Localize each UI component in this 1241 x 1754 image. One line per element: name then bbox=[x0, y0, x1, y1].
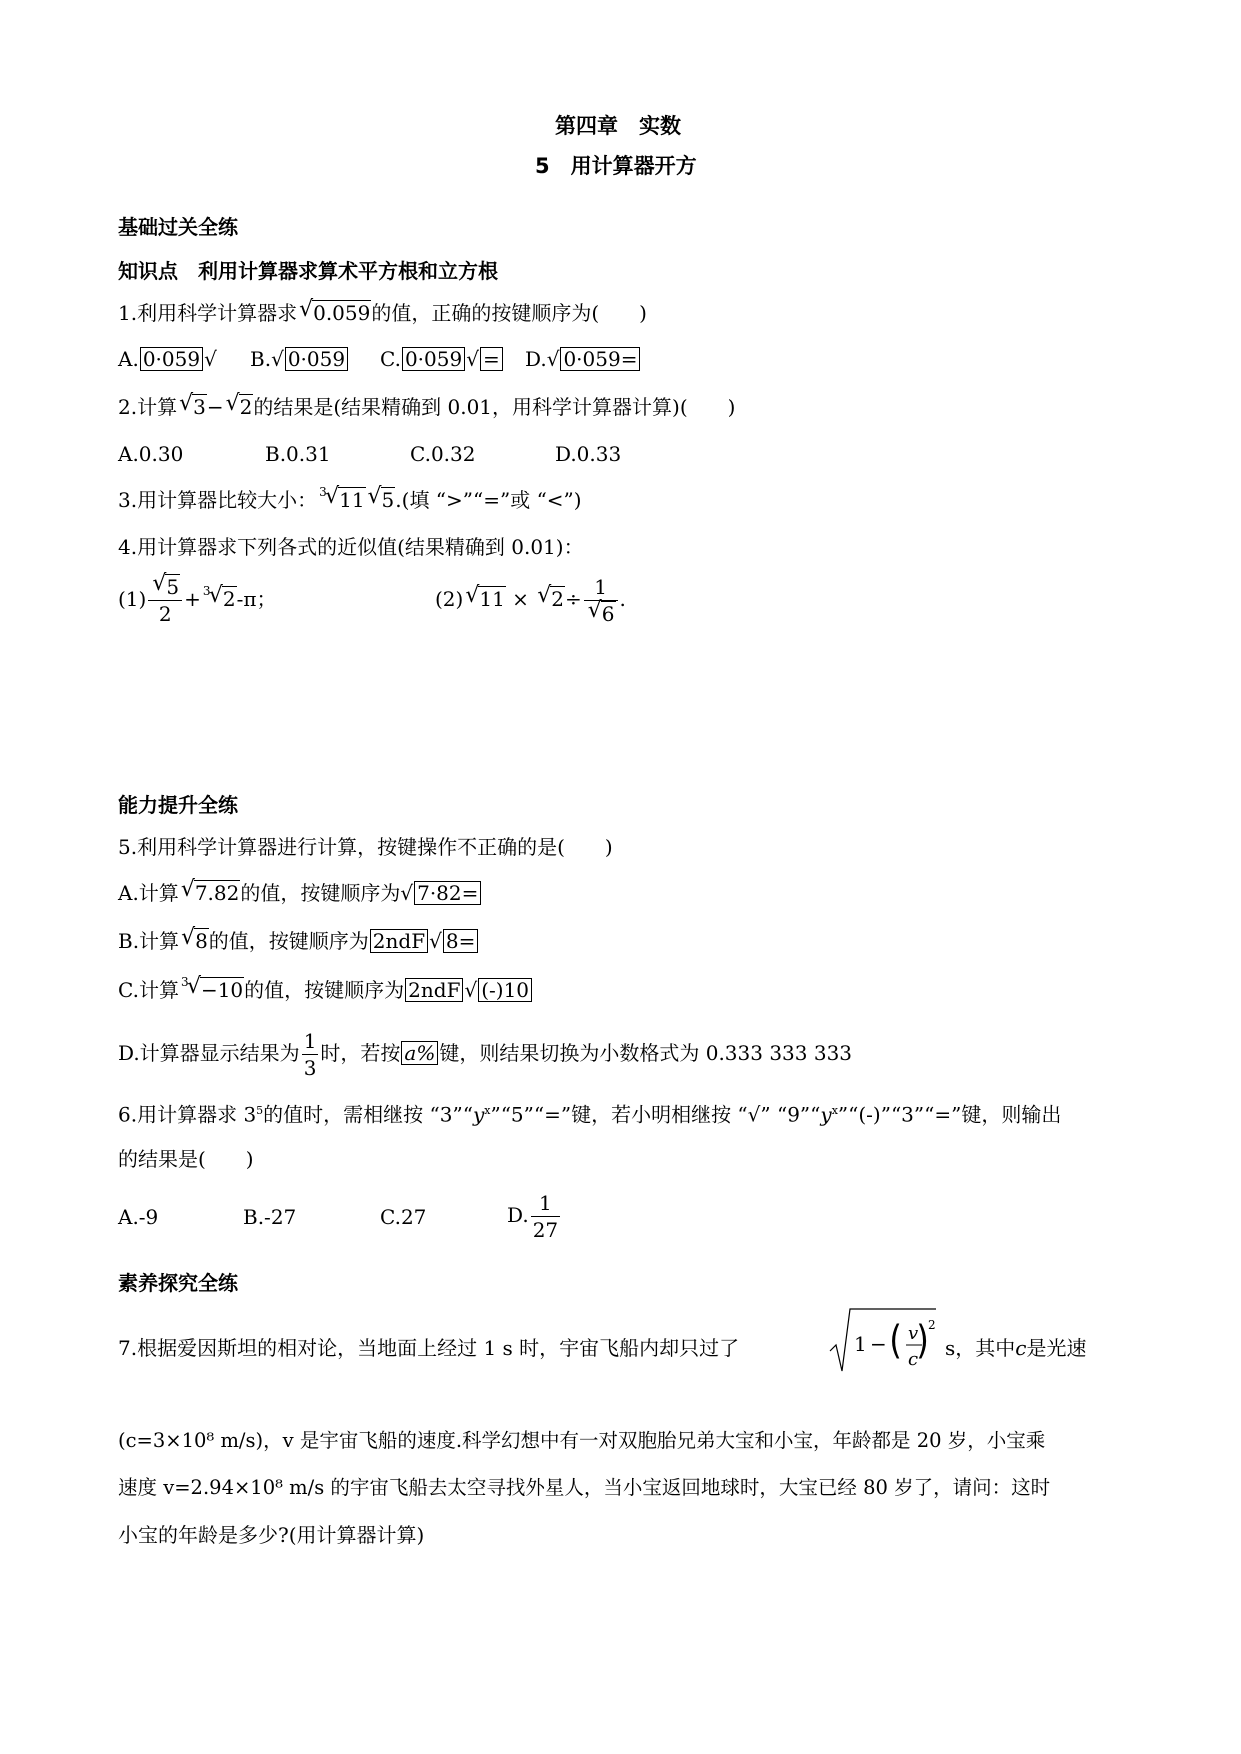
q5-option-a: A.计算 √ 7.82的值，按键顺序为√ 7·82= bbox=[118, 880, 482, 906]
q6-l1b: 的值时，需相继按 “3”“ bbox=[263, 1102, 473, 1127]
q7-l1c: 是光速 bbox=[1026, 1336, 1087, 1360]
q3-radicand-2: 5 bbox=[381, 488, 395, 512]
q6-option-a: A.-9 bbox=[118, 1205, 159, 1229]
q5-b-sqrt: √ 8 bbox=[181, 925, 208, 953]
q6-y-key-2: y bbox=[820, 1102, 832, 1127]
q6-l1c: ”“5”“=”键，若小明相继按 “√” “9”“ bbox=[490, 1102, 821, 1127]
q1-option-b: B.√ 0·059 bbox=[250, 346, 349, 372]
question-7-line-3: 速度 v=2.94×10⁸ m/s 的宇宙飞船去太空寻找外星人，当小宝返回地球时，大宝已经 80 岁了，请问：这时 bbox=[118, 1476, 1051, 1499]
q5-a-prefix: A.计算 bbox=[118, 881, 179, 905]
q6-l1a: 6.用计算器求 3 bbox=[118, 1102, 257, 1127]
q4-p2-denominator: 6 bbox=[601, 602, 615, 626]
q4-p2-sqrt-2: √ 2 bbox=[537, 583, 565, 611]
q3-root-index: 3 bbox=[319, 485, 327, 499]
q5-b-mid: 的值，按键顺序为 bbox=[208, 929, 369, 953]
q4-p2-label: (2) bbox=[435, 587, 464, 611]
section-title: 5 用计算器开方 bbox=[535, 154, 697, 178]
q6-exponent: 5 bbox=[256, 1104, 264, 1117]
q1-option-a: A. 0·059 √ bbox=[118, 347, 217, 371]
q2-option-c: C.0.32 bbox=[410, 442, 476, 466]
q5-d-prefix: D.计算器显示结果为 bbox=[118, 1041, 300, 1065]
q5-c-radicand: −10 bbox=[200, 978, 244, 1002]
q7-l1b: s，其中 bbox=[945, 1336, 1016, 1360]
q4-p1-denominator: 2 bbox=[158, 602, 172, 626]
q3-suffix: .(填 “>”“=”或 “<”) bbox=[395, 488, 582, 512]
q4-p1-cuberoot: 3 √ 2 bbox=[209, 586, 237, 612]
q4-p1-plus: + bbox=[184, 587, 201, 611]
heading-explore: 素养探究全练 bbox=[118, 1271, 238, 1295]
q5-a-sqrt: √ 7.82 bbox=[180, 877, 240, 905]
q1-option-c: C. 0·059 √ = bbox=[380, 346, 504, 372]
q6-d-label: D. bbox=[507, 1203, 529, 1227]
q2-option-a: A.0.30 bbox=[118, 442, 184, 466]
q7-formula-v: v bbox=[908, 1323, 919, 1344]
q1-option-d: D.√ 0·059= bbox=[525, 346, 641, 372]
q4-p2-radicand-2: 2 bbox=[551, 587, 565, 611]
question-3 bbox=[118, 484, 582, 513]
q3-prefix: 3.用计算器比较大小： bbox=[118, 488, 318, 512]
q6-option-b: B.-27 bbox=[243, 1205, 297, 1229]
q1-c-label: C. bbox=[380, 347, 401, 371]
q6-d-denominator: 27 bbox=[532, 1218, 559, 1242]
chapter-title: 第四章 实数 bbox=[555, 114, 681, 138]
q5-option-c: C.计算 3 √ −10的值，按键顺序为 2ndF √ (-)10 bbox=[118, 977, 533, 1003]
q5-a-radicand: 7.82 bbox=[194, 881, 240, 905]
q5-b-prefix: B.计算 bbox=[118, 929, 180, 953]
q5-d-key: a% bbox=[401, 1041, 438, 1065]
q7-formula-minus: − bbox=[870, 1332, 887, 1356]
q5-d-numerator: 1 bbox=[303, 1029, 317, 1053]
q4-part-2 bbox=[435, 574, 626, 627]
question-7-line-2: (c=3×10⁸ m/s)，v 是宇宙飞船的速度.科学幻想中有一对双胞胎兄弟大宝和小宝，年龄都是 20 岁，小宝乘 bbox=[118, 1429, 1046, 1452]
q2-radicand-1: 3 bbox=[193, 395, 206, 419]
q5-c-cuberoot: 3 √ −10 bbox=[187, 977, 244, 1003]
q3-radicand-1: 11 bbox=[339, 488, 365, 512]
q4-p2-times: × bbox=[512, 587, 529, 611]
q3-cuberoot: 3 √ 11 bbox=[325, 487, 365, 513]
heading-ability: 能力提升全练 bbox=[118, 793, 238, 817]
q1-b-key: 0·059 bbox=[285, 347, 348, 371]
question-2 bbox=[118, 391, 736, 420]
q5-a-mid: 的值，按键顺序为 bbox=[240, 881, 401, 905]
question-7-line-1 bbox=[118, 1335, 739, 1361]
question-4: 4.用计算器求下列各式的近似值(结果精确到 0.01)： bbox=[118, 535, 584, 559]
q5-option-b: B.计算 √ 8的值，按键顺序为 2ndF √ 8= bbox=[118, 928, 479, 954]
q2-suffix: 的结果是(结果精确到 0.01，用科学计算器计算)( ) bbox=[253, 395, 736, 419]
q2-sqrt-2: √ 2 bbox=[225, 391, 253, 419]
q1-sqrt: √ 0.059 bbox=[299, 297, 371, 325]
q2-radicand-2: 2 bbox=[239, 395, 253, 419]
q1-prefix: 1.利用科学计算器求 bbox=[118, 301, 298, 325]
q5-d-fraction bbox=[302, 1028, 319, 1081]
q2-option-b: B.0.31 bbox=[265, 442, 331, 466]
heading-basic: 基础过关全练 bbox=[118, 215, 238, 239]
q7-l1a: 7.根据爱因斯坦的相对论，当地面上经过 1 s 时，宇宙飞船内却只过了 bbox=[118, 1336, 740, 1360]
q7-c-var: c bbox=[1015, 1336, 1027, 1360]
question-1 bbox=[118, 297, 647, 326]
q5-b-key-2ndf: 2ndF bbox=[370, 929, 428, 953]
q4-p1-fraction: √ 5 2 bbox=[148, 574, 182, 627]
q6-d-fraction bbox=[531, 1190, 560, 1243]
q4-p1-label: (1) bbox=[118, 587, 147, 611]
q5-c-root-index: 3 bbox=[180, 975, 189, 989]
q5-a-key: 7·82= bbox=[414, 881, 481, 905]
q4-p1-tail: -π； bbox=[236, 587, 277, 611]
q1-a-key: 0·059 bbox=[140, 347, 203, 371]
q1-c-key: 0·059 bbox=[402, 347, 465, 371]
q6-option-d bbox=[507, 1190, 562, 1243]
q7-right-paren: ) bbox=[916, 1316, 929, 1364]
q6-d-numerator: 1 bbox=[531, 1190, 560, 1217]
q4-p2-sqrt-1: √ 11 bbox=[465, 583, 505, 611]
q4-p2-radicand-1: 11 bbox=[479, 587, 505, 611]
q3-sqrt: √ 5 bbox=[367, 484, 395, 512]
q4-p2-divide: ÷ bbox=[565, 587, 582, 611]
q4-part-1 bbox=[118, 571, 277, 627]
q5-d-suffix: 键，则结果切换为小数格式为 0.333 333 333 bbox=[439, 1041, 853, 1065]
q2-sqrt-1: √ 3 bbox=[179, 391, 206, 419]
q5-b-radicand: 8 bbox=[195, 929, 208, 953]
q4-p2-fraction: 1 √ 6 bbox=[584, 574, 618, 627]
q6-y-key-1: y bbox=[472, 1102, 485, 1127]
q5-d-denominator: 3 bbox=[303, 1056, 317, 1080]
question-7-line-4: 小宝的年龄是多少?(用计算器计算) bbox=[118, 1523, 425, 1547]
q5-c-mid: 的值，按键顺序为 bbox=[244, 978, 405, 1002]
q4-p2-tail: . bbox=[619, 587, 626, 611]
q2-prefix: 2.计算 bbox=[118, 395, 178, 419]
q2-minus: − bbox=[206, 395, 224, 419]
q7-formula-c: c bbox=[908, 1349, 919, 1370]
q1-d-key: 0·059= bbox=[560, 347, 640, 371]
q5-option-d bbox=[118, 1028, 852, 1081]
q7-left-paren: ( bbox=[889, 1316, 902, 1364]
q4-p2-numerator: 1 bbox=[584, 574, 618, 601]
question-6-line-2: 的结果是( ) bbox=[118, 1147, 254, 1171]
q1-radicand: 0.059 bbox=[313, 301, 371, 325]
q6-l1d: ”“(-)”“3”“=”键，则输出 bbox=[837, 1102, 1062, 1127]
q7-formula-one: 1 bbox=[854, 1332, 867, 1356]
q4-p1-root-index: 3 bbox=[202, 584, 211, 598]
q5-c-key: (-)10 bbox=[478, 978, 532, 1002]
q7-formula bbox=[828, 1305, 938, 1377]
q5-c-key-2ndf: 2ndF bbox=[405, 978, 463, 1002]
q4-p1-numerator: 5 bbox=[166, 575, 180, 599]
question-7-line-1-end bbox=[945, 1335, 1086, 1361]
q1-c-eq-key: = bbox=[480, 347, 503, 371]
q4-p1-radicand: 2 bbox=[222, 587, 236, 611]
heading-knowledge-point: 知识点 利用计算器求算术平方根和立方根 bbox=[118, 259, 498, 283]
q1-b-label: B. bbox=[250, 347, 272, 371]
question-6-line-1: 6.用计算器求 $3^5$的值时，需相继按 “$3”“y^x”“5”“=$”键，若小明相继按 “√” “$9”“y^x”“(-)”“3”“=$”键，则输出 bbox=[118, 1102, 1062, 1127]
q2-option-d: D.0.33 bbox=[555, 442, 622, 466]
q1-suffix: 的值，正确的按键顺序为( ) bbox=[371, 301, 647, 325]
q1-d-label: D. bbox=[525, 347, 547, 371]
q5-b-key: 8= bbox=[443, 929, 478, 953]
q5-c-prefix: C.计算 bbox=[118, 978, 179, 1002]
q6-option-c: C.27 bbox=[380, 1205, 427, 1229]
q5-d-mid: 时，若按 bbox=[320, 1041, 401, 1065]
q1-a-label: A. bbox=[118, 347, 139, 371]
question-5: 5.利用科学计算器进行计算，按键操作不正确的是( ) bbox=[118, 835, 613, 859]
q7-formula-exp: 2 bbox=[928, 1318, 936, 1332]
